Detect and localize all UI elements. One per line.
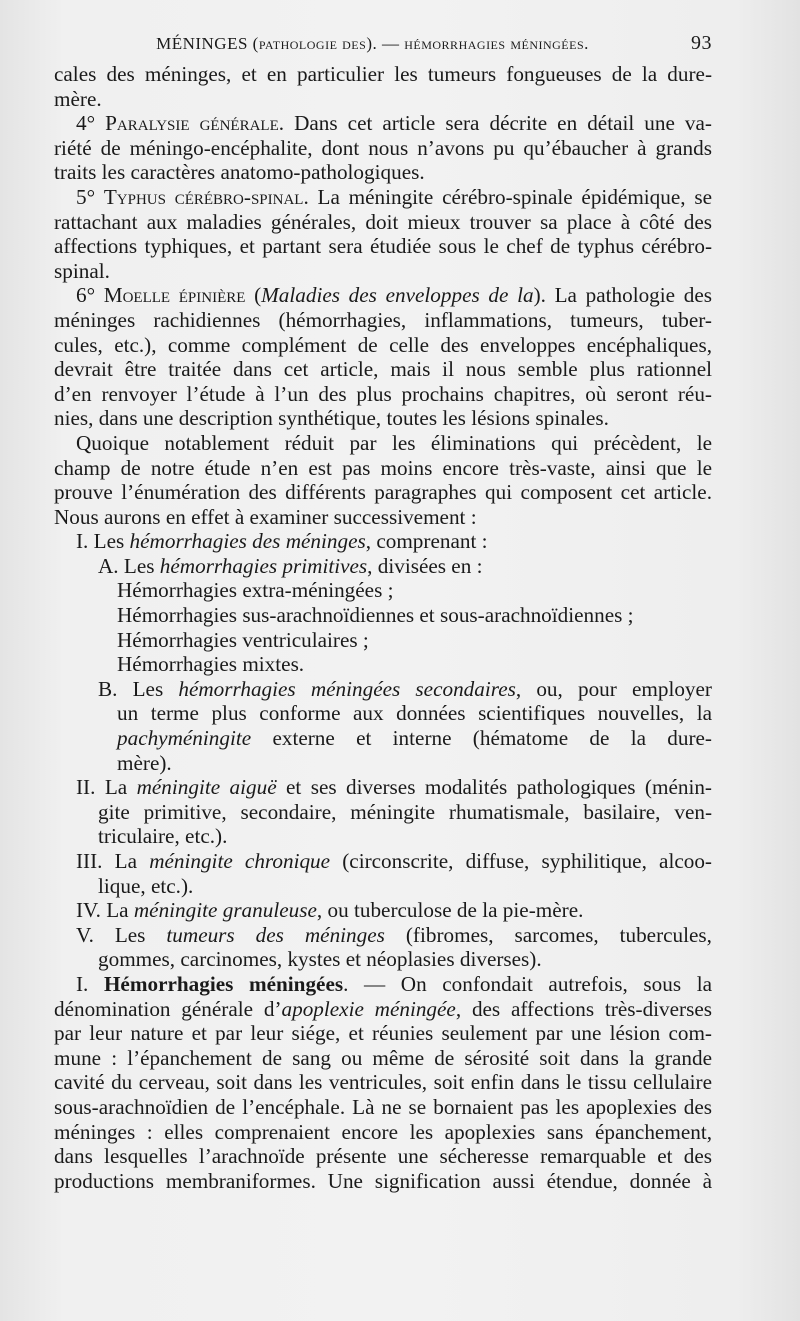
text-line: I. Hémorrhagies méningées. — On confondait autrefois, sous la [76,971,712,996]
section-heading: Paralysie générale [105,111,279,136]
text-line: méninges rachidiennes (hémorrhagies, inflammations, tumeurs, tuber- [54,307,712,332]
list-item: Hémorrhagies extra-méningées ; [117,578,394,603]
text-line: cales des méninges, et en particulier les tumeurs fongueuses de la dure- [54,62,712,86]
list-item: V. Les tumeurs des méninges (fibromes, sarcomes, tubercules, [76,922,712,947]
text-line: champ de notre étude n’en est pas moins encore très-vaste, ainsi que le [54,455,712,480]
text-line: Quoique notablement réduit par les éliminations qui précèdent, le [76,430,712,455]
list-item: gommes, carcinomes, kystes et néoplasies diverses). [98,947,542,972]
text-line: dans lesquelles l’arachnoïde présente une sécheresse remarquable et des [54,1144,712,1169]
list-item: triculaire, etc.). [98,824,228,849]
text-line: par leur nature et par leur siége, et réunies seulement par une lésion com- [54,1021,712,1046]
list-item: A. Les hémorrhagies primitives, divisées en : [98,553,483,578]
list-item: I. Les hémorrhagies des méninges, comprenant : [76,529,488,554]
section-heading: Typhus cérébro-spinal [103,184,304,209]
list-item: gite primitive, secondaire, méningite rhumatismale, basilaire, ven- [98,799,712,824]
text-line: sous-arachnoïdien de l’encéphale. Là ne se bornaient pas les apoplexies des [54,1094,712,1119]
list-item: mère). [117,750,172,775]
list-item: III. La méningite chronique (circonscrite, diffuse, syphilitique, alcoo- [76,849,712,873]
text-line: prouve l’énumération des différents paragraphes qui composent cet article. [54,480,712,505]
text-line: riété de méningo-encéphalite, dont nous n’avons pu qu’ébaucher à grands [54,135,712,160]
text-line: dénomination générale d’apoplexie méningée, des affections très-diverses [54,996,712,1021]
text-line: méninges : elles comprenaient encore les apoplexies sans épanchement, [54,1119,712,1144]
text-line: cules, etc.), comme complément de celle des enveloppes encéphaliques, [54,332,712,357]
text-line: affections typhiques, et partant sera étudiée sous le chef de typhus cérébro- [54,234,712,259]
text-line: productions membraniformes. Une signification aussi étendue, donnée à [54,1168,712,1193]
text-line: mère. [54,86,102,111]
text-line: rattachant aux maladies générales, doit mieux trouver sa place à côté des [54,209,712,234]
list-item: IV. La méningite granuleuse, ou tuberculose de la pie-mère. [76,898,584,923]
text-line: spinal. [54,258,110,283]
text-line: traits les caractères anatomo-pathologiques. [54,160,425,185]
list-item: B. Les hémorrhagies méningées secondaires, ou, pour employer [98,676,712,701]
list-item: un terme plus conforme aux données scientifiques nouvelles, la [117,701,712,726]
list-item: Hémorrhagies sus-arachnoïdiennes et sous-arachnoïdiennes ; [117,603,634,628]
list-item: Hémorrhagies mixtes. [117,652,305,677]
list-item: II. La méningite aiguë et ses diverses modalités pathologiques (ménin- [76,775,712,800]
text-line: d’en renvoyer l’étude à l’un des plus prochains chapitres, où seront réu- [54,381,712,406]
text-line: 5° Typhus cérébro-spinal. La méningite cérébro-spinale épidémique, se [76,184,712,209]
list-item: lique, etc.). [98,873,194,898]
text-line: 6° Moelle épinière (Maladies des enveloppes de la). La pathologie des [76,283,712,308]
list-item: Hémorrhagies ventriculaires ; [117,627,369,652]
text-line: nies, dans une description synthétique, toutes les lésions spinales. [54,406,609,431]
page-number: 93 [691,32,712,54]
text-line: Nous aurons en effet à examiner successivement : [54,504,477,529]
running-title: MÉNINGES (pathologie des). — hémorrhagies méningées. [156,34,589,53]
text-line: 4° Paralysie générale. Dans cet article sera décrite en détail une va- [76,111,712,136]
text-line: cavité du cerveau, soit dans les ventricules, soit enfin dans le tissu cellulaire [54,1070,712,1095]
body-text [54,62,712,1193]
text-line: mune : l’épanchement de sang ou même de sérosité soit dans la grande [54,1045,712,1070]
section-heading: Moelle épinière [103,283,246,308]
list-item: pachyméningite externe et interne (hématome de la dure- [117,726,712,751]
running-header [54,32,712,55]
section-heading: Hémorrhagies méningées [103,971,344,996]
text-line: devrait être traitée dans cet article, mais il nous semble plus rationnel [54,357,712,382]
